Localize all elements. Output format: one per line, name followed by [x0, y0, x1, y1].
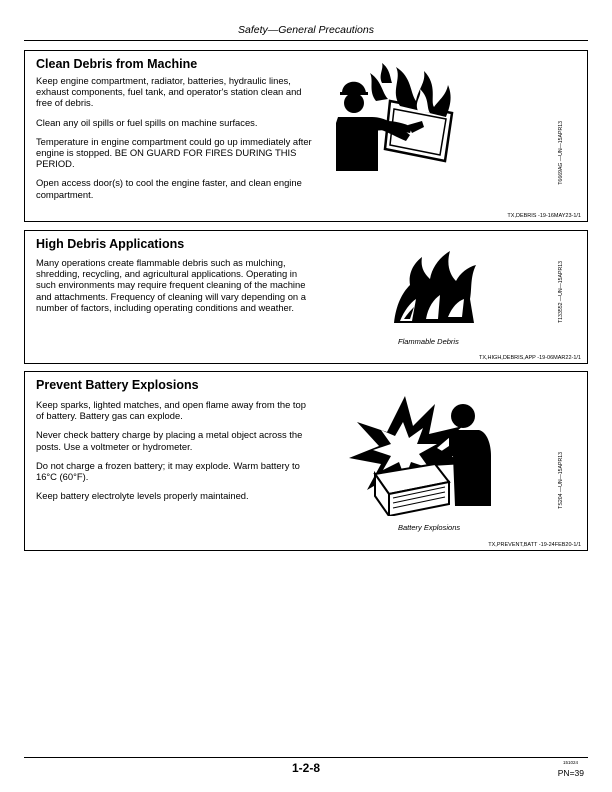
section-title: Clean Debris from Machine [36, 57, 198, 71]
section-clean-debris [24, 50, 588, 222]
paragraph: Open access door(s) to cool the engine faster, and clean engine compartment. [36, 177, 302, 200]
paragraph: Clean any oil spills or fuel spills on machine surfaces. [36, 116, 258, 128]
reference-code: TX,HIGH,DEBRIS,APP -19-06MAR22-1/1 [479, 355, 581, 361]
footer-rule [24, 757, 588, 758]
header-rule [24, 40, 588, 41]
section-body [36, 75, 314, 208]
section-title: High Debris Applications [36, 237, 185, 251]
page-number: 1-2-8 [291, 761, 320, 775]
footer-code: 151024 [562, 760, 578, 765]
figure-id: TS204 —UN—15APR13 [558, 452, 564, 509]
section-title: Prevent Battery Explosions [36, 378, 199, 392]
figure-id: T6669AG —UN—15APR13 [558, 121, 564, 185]
paragraph: Never check battery charge by placing a metal object across the posts. Use a voltmeter or hydrometer. [36, 429, 303, 452]
flammable-debris-illustration [390, 245, 480, 325]
paragraph: Keep battery electrolyte levels properly maintained. [36, 490, 249, 502]
section-high-debris [24, 230, 588, 364]
figure-caption: Battery Explosions [398, 523, 461, 532]
figure-caption: Flammable Debris [398, 337, 459, 346]
paragraph: Keep sparks, lighted matches, and open flame away from the top of battery. Battery gas can explode. [36, 399, 306, 422]
section-body [36, 257, 314, 321]
battery-explosion-illustration [345, 386, 495, 516]
paragraph: Do not charge a frozen battery; it may explode. Warm battery to 16°C (60°F). [36, 459, 300, 483]
page-header-title: Safety—General Precautions [238, 24, 374, 36]
reference-code: TX,DEBRIS -19-16MAY23-1/1 [507, 213, 581, 219]
paragraph: Keep engine compartment, radiator, batteries, hydraulic lines, exhaust components, fuel tank, and operator's station clean and free of debris. [36, 75, 302, 109]
footer-pn: PN=39 [557, 768, 584, 778]
section-battery-explosions [24, 371, 588, 551]
reference-code: TX,PREVENT,BATT -19-24FEB20-1/1 [488, 542, 581, 548]
section-body [36, 399, 314, 509]
worker-cleaning-fire-illustration [330, 61, 460, 171]
paragraph: Temperature in engine compartment could go up immediately after engine is stopped. BE ON GUARD FOR FIRES DURING THIS PERIOD. [36, 135, 312, 170]
paragraph: Many operations create flammable debris such as mulching, shredding, recycling, and agricultural applications. Operating in such environments may require frequent cleaning of the machine and attachments. Frequency of cleaning will vary depending on a number of factors, including operating conditions and weather. [36, 257, 306, 313]
figure-id: T133552 —UN—15APR13 [558, 261, 564, 323]
